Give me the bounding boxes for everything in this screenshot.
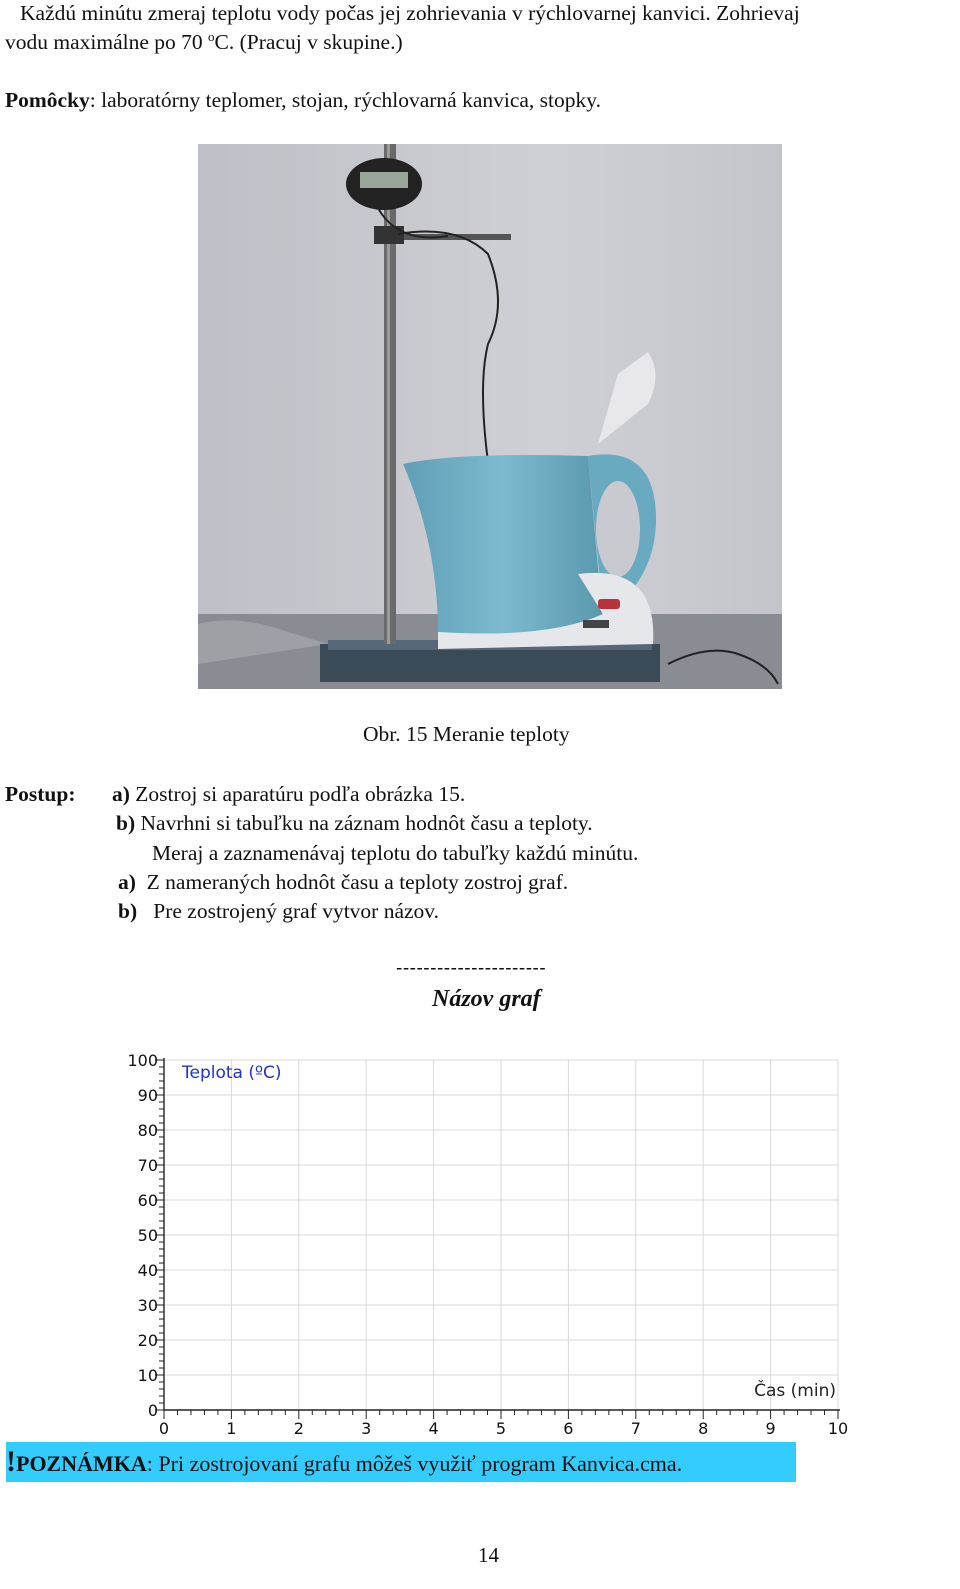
step-text: Zostroj si aparatúru podľa obrázka 15. <box>135 782 466 806</box>
y-tick-label: 20 <box>137 1331 158 1350</box>
step-marker: b) <box>118 899 138 923</box>
x-tick-label: 7 <box>630 1419 641 1438</box>
y-tick-label: 50 <box>137 1226 158 1245</box>
procedure-step-4 <box>118 869 568 895</box>
x-tick-label: 3 <box>361 1419 372 1438</box>
procedure-label: Postup: <box>5 782 76 806</box>
y-axis-label: Teplota (ºC) <box>182 1063 282 1083</box>
tools-label: Pomôcky <box>5 88 90 112</box>
x-tick-label: 9 <box>765 1419 776 1438</box>
chart-title: Názov graf <box>432 986 541 1012</box>
note-text: : Pri zostrojovaní grafu môžeš využiť program Kanvica.cma. <box>146 1451 683 1476</box>
y-tick-label: 10 <box>137 1366 158 1385</box>
chart-title-blank: ---------------------- <box>396 958 547 979</box>
exclamation-mark: ! <box>6 1445 16 1478</box>
intro-line-2-b: C. (Pracuj v skupine.) <box>214 30 403 54</box>
procedure-step-1 <box>112 781 465 807</box>
x-tick-label: 5 <box>495 1419 507 1438</box>
tools-text: : laboratórny teplomer, stojan, rýchlovarná kanvica, stopky. <box>89 88 601 112</box>
step-marker: b) <box>116 811 136 835</box>
y-tick-label: 90 <box>137 1086 158 1105</box>
chart-svg <box>110 1040 870 1440</box>
intro-line-2 <box>5 29 403 55</box>
x-axis-label: Čas (min) <box>754 1381 836 1401</box>
figure-caption: Obr. 15 Meranie teploty <box>363 722 570 746</box>
y-tick-label: 60 <box>137 1191 158 1210</box>
step-text: Z nameraných hodnôt času a teploty zostroj graf. <box>146 870 569 894</box>
step-marker: a) <box>118 870 136 894</box>
step-marker: a) <box>112 782 130 806</box>
tools-line <box>5 87 601 113</box>
page-number: 14 <box>478 1543 499 1567</box>
x-tick-label: 10 <box>827 1419 849 1438</box>
note-label: POZNÁMKA <box>16 1451 147 1476</box>
intro-line-2-a: vodu maximálne po 70 <box>5 30 209 54</box>
x-tick-label: 1 <box>226 1419 237 1438</box>
intro-line-1: Každú minútu zmeraj teplotu vody počas jej zohrievania v rýchlovarnej kanvici. Zohrievaj <box>20 1 800 25</box>
y-tick-label: 40 <box>137 1261 158 1280</box>
degree-superscript: o <box>208 28 215 44</box>
step-text: Navrhni si tabuľku na záznam hodnôt času a teploty. <box>140 811 593 835</box>
kettle-photo <box>198 144 782 689</box>
y-tick-label: 80 <box>137 1121 158 1140</box>
procedure-step-3: Meraj a zaznamenávaj teplotu do tabuľky každú minútu. <box>152 841 639 865</box>
y-tick-label: 0 <box>147 1401 158 1420</box>
x-tick-label: 0 <box>158 1419 170 1438</box>
y-tick-label: 70 <box>137 1156 158 1175</box>
x-tick-label: 4 <box>428 1419 439 1438</box>
y-tick-label: 30 <box>137 1296 158 1315</box>
x-tick-label: 8 <box>698 1419 709 1438</box>
y-tick-label: 100 <box>127 1051 158 1070</box>
x-tick-label: 2 <box>293 1419 304 1438</box>
procedure-step-5 <box>118 898 439 924</box>
note-banner <box>6 1442 796 1482</box>
temperature-time-chart <box>110 1040 870 1440</box>
procedure-step-2 <box>116 810 593 836</box>
x-tick-label: 6 <box>563 1419 574 1438</box>
step-text: Pre zostrojený graf vytvor názov. <box>153 899 440 923</box>
